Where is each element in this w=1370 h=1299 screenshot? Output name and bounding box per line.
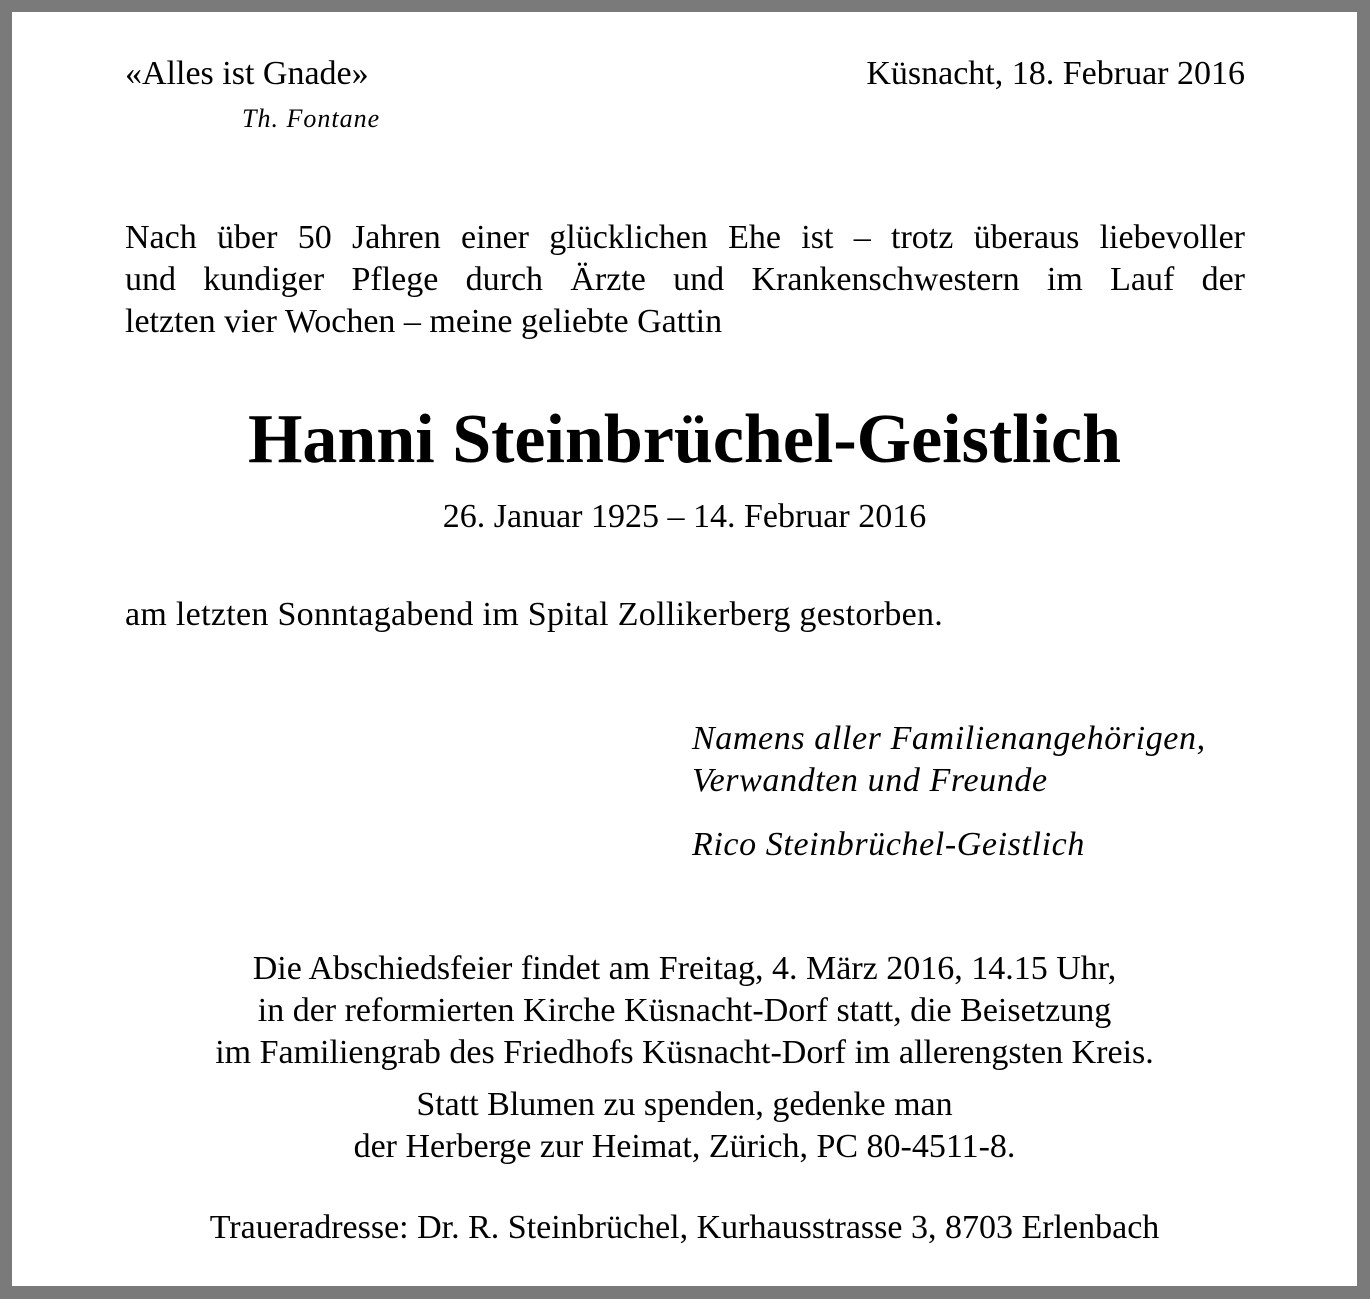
signer-name: Rico Steinbrüchel-Geistlich — [692, 826, 1085, 863]
signoff-line: Namens aller Familienangehörigen, — [692, 720, 1206, 757]
mourning-address: Traueradresse: Dr. R. Steinbrüchel, Kurhausstrasse 3, 8703 Erlenbach — [209, 1209, 1160, 1246]
intro-line: letzten vier Wochen – meine geliebte Gattin — [125, 303, 723, 340]
obituary-page — [12, 12, 1357, 1286]
intro-paragraph — [125, 217, 1245, 343]
motto-quote: «Alles ist Gnade» — [125, 55, 369, 92]
motto-author: Th. Fontane — [242, 104, 381, 133]
ceremony-line: in der reformierten Kirche Küsnacht-Dorf statt, die Beisetzung — [257, 992, 1112, 1029]
donation-line: der Herberge zur Heimat, Zürich, PC 80-4511-8. — [353, 1128, 1016, 1165]
intro-line: Nach über 50 Jahren einer glücklichen Ehe ist – trotz überaus liebevoller — [125, 219, 1245, 256]
ceremony-line: im Familiengrab des Friedhofs Küsnacht-Dorf im allerengsten Kreis. — [215, 1034, 1154, 1071]
signoff-line: Verwandten und Freunde — [692, 762, 1048, 799]
ceremony-info — [12, 948, 1357, 1074]
donation-info — [12, 1084, 1357, 1168]
life-dates: 26. Januar 1925 – 14. Februar 2016 — [442, 498, 927, 535]
deceased-name: Hanni Steinbrüchel-Geistlich — [247, 401, 1122, 478]
ceremony-line: Die Abschiedsfeier findet am Freitag, 4. März 2016, 14.15 Uhr, — [252, 950, 1117, 987]
place-and-date: Küsnacht, 18. Februar 2016 — [866, 55, 1245, 92]
donation-line: Statt Blumen zu spenden, gedenke man — [416, 1086, 953, 1123]
intro-line: und kundiger Pflege durch Ärzte und Krankenschwestern im Lauf der — [125, 261, 1245, 298]
signoff — [692, 718, 1206, 802]
death-note: am letzten Sonntagabend im Spital Zollikerberg gestorben. — [125, 596, 944, 633]
